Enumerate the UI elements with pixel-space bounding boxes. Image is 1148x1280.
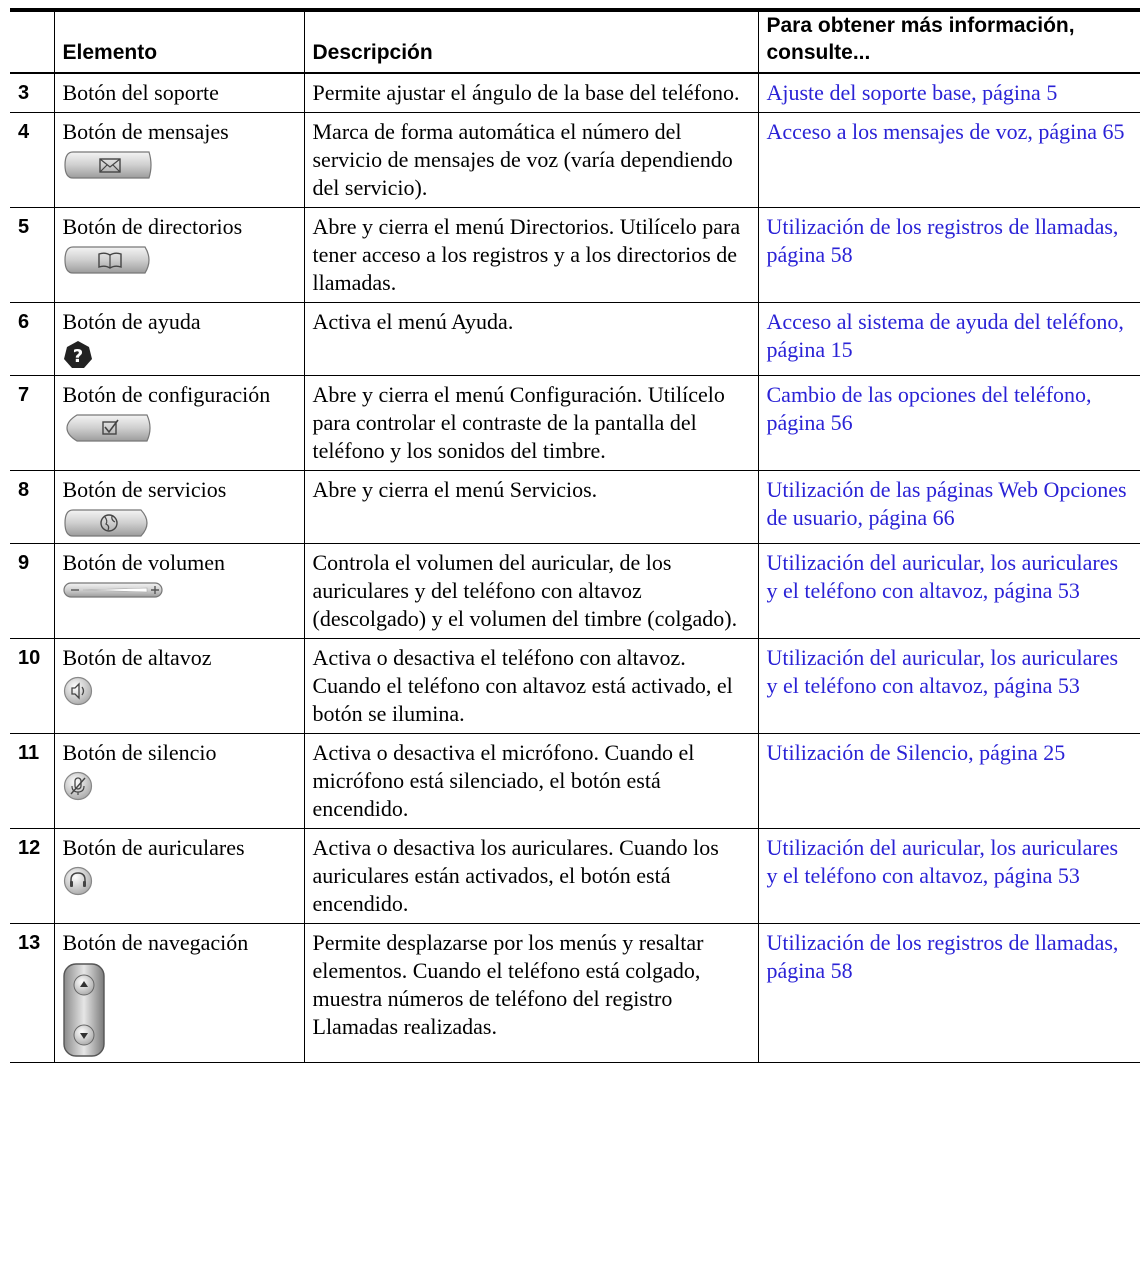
reference-link[interactable]: Utilización de los registros de llamadas, página 58 xyxy=(766,214,1119,267)
book-icon xyxy=(63,245,155,275)
reference-cell xyxy=(758,113,1140,208)
reference-cell xyxy=(758,208,1140,303)
svg-text:?: ? xyxy=(72,346,83,367)
reference-cell xyxy=(758,734,1140,829)
item-cell xyxy=(54,734,304,829)
reference-link[interactable]: Utilización de las páginas Web Opciones de usuario, página 66 xyxy=(766,477,1127,530)
description-cell: Permite ajustar el ángulo de la base del teléfono. xyxy=(304,73,758,113)
item-cell xyxy=(54,639,304,734)
table-row xyxy=(10,829,1140,924)
item-name: Botón de volumen xyxy=(62,550,226,575)
header-description: Descripción xyxy=(304,10,758,73)
speaker-icon xyxy=(63,676,93,706)
row-number: 9 xyxy=(10,544,54,639)
row-number: 10 xyxy=(10,639,54,734)
item-cell xyxy=(54,544,304,639)
table-row xyxy=(10,471,1140,544)
item-cell xyxy=(54,924,304,1063)
item-name: Botón de configuración xyxy=(62,382,271,407)
table-row xyxy=(10,734,1140,829)
item-name: Botón de servicios xyxy=(62,477,227,502)
item-name: Botón de navegación xyxy=(62,930,249,955)
reference-link[interactable]: Ajuste del soporte base, página 5 xyxy=(766,80,1058,105)
row-number: 6 xyxy=(10,303,54,376)
globe-icon xyxy=(63,508,155,538)
row-number: 7 xyxy=(10,376,54,471)
description-cell: Permite desplazarse por los menús y resaltar elementos. Cuando el teléfono está colgado, muestra números de teléfono del registro Llamadas realizadas. xyxy=(304,924,758,1063)
envelope-icon xyxy=(63,150,155,180)
table-header-row xyxy=(10,10,1140,73)
help-icon xyxy=(63,340,93,370)
item-name: Botón de altavoz xyxy=(62,645,212,670)
reference-link[interactable]: Cambio de las opciones del teléfono, página 56 xyxy=(766,382,1092,435)
item-name: Botón de auriculares xyxy=(62,835,245,860)
reference-link[interactable]: Utilización del auricular, los auriculares y el teléfono con altavoz, página 53 xyxy=(766,645,1119,698)
reference-link[interactable]: Utilización de los registros de llamadas, página 58 xyxy=(766,930,1119,983)
item-cell xyxy=(54,208,304,303)
item-cell xyxy=(54,376,304,471)
description-cell: Activa o desactiva el teléfono con altavoz. Cuando el teléfono con altavoz está activado, el botón se ilumina. xyxy=(304,639,758,734)
row-number: 3 xyxy=(10,73,54,113)
item-name: Botón de silencio xyxy=(62,740,217,765)
table-row xyxy=(10,924,1140,1063)
table-row xyxy=(10,113,1140,208)
table-row xyxy=(10,208,1140,303)
row-number: 5 xyxy=(10,208,54,303)
reference-link[interactable]: Acceso al sistema de ayuda del teléfono, página 15 xyxy=(766,309,1124,362)
reference-cell xyxy=(758,829,1140,924)
reference-link[interactable]: Utilización del auricular, los auriculares y el teléfono con altavoz, página 53 xyxy=(766,835,1119,888)
checkbox-icon xyxy=(63,413,155,443)
reference-cell xyxy=(758,73,1140,113)
table-row xyxy=(10,544,1140,639)
table-row xyxy=(10,376,1140,471)
table-row xyxy=(10,639,1140,734)
table-row xyxy=(10,73,1140,113)
row-number: 12 xyxy=(10,829,54,924)
reference-table xyxy=(10,8,1140,1063)
description-cell: Activa o desactiva los auriculares. Cuando los auriculares están activados, el botón está encendido. xyxy=(304,829,758,924)
item-name: Botón de mensajes xyxy=(62,119,229,144)
mute-icon xyxy=(63,771,93,801)
description-cell: Abre y cierra el menú Configuración. Utilícelo para controlar el contraste de la pantalla del teléfono y los sonidos del timbre. xyxy=(304,376,758,471)
description-cell: Controla el volumen del auricular, de los auriculares y del teléfono con altavoz (descolgado) y el volumen del timbre (colgado). xyxy=(304,544,758,639)
reference-cell xyxy=(758,924,1140,1063)
volume-slider-icon xyxy=(63,581,163,599)
item-name: Botón del soporte xyxy=(62,80,219,105)
reference-cell xyxy=(758,376,1140,471)
reference-link[interactable]: Acceso a los mensajes de voz, página 65 xyxy=(766,119,1125,144)
table-row xyxy=(10,303,1140,376)
row-number: 4 xyxy=(10,113,54,208)
item-name: Botón de directorios xyxy=(62,214,243,239)
row-number: 11 xyxy=(10,734,54,829)
header-reference: Para obtener más información, consulte... xyxy=(758,10,1140,73)
reference-cell xyxy=(758,639,1140,734)
description-cell: Abre y cierra el menú Directorios. Utilícelo para tener acceso a los registros y a los directorios de llamadas. xyxy=(304,208,758,303)
description-cell: Activa el menú Ayuda. xyxy=(304,303,758,376)
item-cell xyxy=(54,113,304,208)
header-item: Elemento xyxy=(54,10,304,73)
reference-cell xyxy=(758,544,1140,639)
reference-cell xyxy=(758,471,1140,544)
reference-cell xyxy=(758,303,1140,376)
headset-icon xyxy=(63,866,93,896)
description-cell: Abre y cierra el menú Servicios. xyxy=(304,471,758,544)
item-cell xyxy=(54,471,304,544)
row-number: 13 xyxy=(10,924,54,1063)
description-cell: Activa o desactiva el micrófono. Cuando el micrófono está silenciado, el botón está encendido. xyxy=(304,734,758,829)
description-cell: Marca de forma automática el número del servicio de mensajes de voz (varía dependiendo del servicio). xyxy=(304,113,758,208)
reference-link[interactable]: Utilización del auricular, los auriculares y el teléfono con altavoz, página 53 xyxy=(766,550,1119,603)
item-cell xyxy=(54,829,304,924)
item-name: Botón de ayuda xyxy=(62,309,201,334)
item-cell xyxy=(54,73,304,113)
reference-link[interactable]: Utilización de Silencio, página 25 xyxy=(766,740,1066,765)
item-cell xyxy=(54,303,304,376)
navigation-icon xyxy=(63,963,105,1057)
header-number xyxy=(10,10,54,73)
row-number: 8 xyxy=(10,471,54,544)
